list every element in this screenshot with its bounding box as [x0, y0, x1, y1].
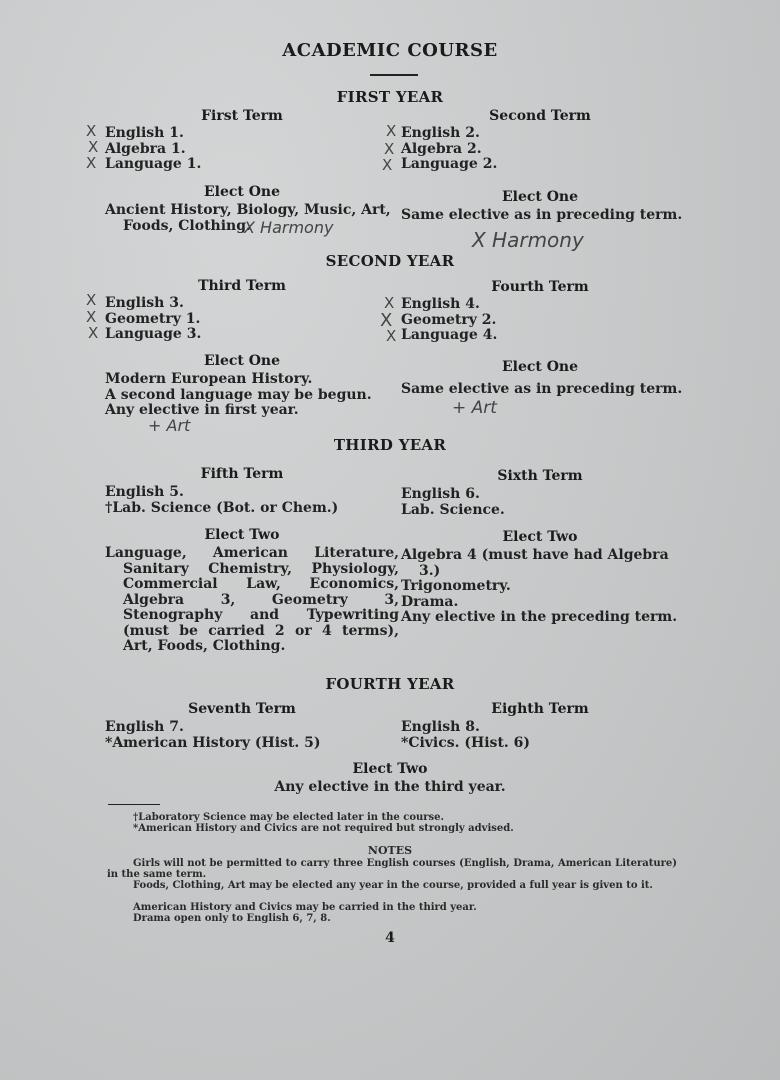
- third-term-elect-list: [105, 372, 395, 419]
- sixth-term-elect-list: [401, 548, 681, 626]
- handwritten-check-mark-6: X: [382, 156, 393, 174]
- title-divider: [370, 74, 418, 76]
- fourth-term-elect-text: Same elective as in preceding term.: [401, 381, 683, 397]
- course-item: Geometry 2.: [401, 311, 497, 328]
- note-history-civics: American History and Civics may be carried in the third year.: [133, 902, 477, 913]
- handwritten-check-mark-9: X: [88, 324, 99, 342]
- fourth-year-heading: FOURTH YEAR: [325, 675, 455, 693]
- note-foods-clothing-art: Foods, Clothing, Art may be elected any year in the course, provided a full year is given to it.: [133, 880, 653, 891]
- course-item: English 4.: [401, 296, 480, 312]
- course-item: Language 4.: [401, 327, 498, 343]
- course-item: Language 2.: [401, 156, 498, 172]
- elective-line: Drama.: [401, 593, 459, 610]
- course-item: English 3.: [105, 295, 184, 311]
- elective-line: Algebra 4 (must have had Algebra 3.): [401, 547, 669, 579]
- sixth-term-elect-heading: Elect Two: [502, 529, 578, 545]
- sixth-term-courses: [401, 487, 671, 518]
- elective-line: Any elective in the preceding term.: [401, 609, 678, 625]
- footnote-lab-science: †Laboratory Science may be elected later in the course.: [133, 812, 444, 823]
- fifth-term-heading: Fifth Term: [200, 466, 284, 482]
- first-term-courses: [105, 126, 365, 173]
- course-item: Language 3.: [105, 326, 202, 342]
- elective-line: Trigonometry.: [401, 578, 511, 594]
- course-item: English 7.: [105, 719, 184, 735]
- course-item: English 1.: [105, 125, 184, 141]
- course-item: Geometry 1.: [105, 310, 201, 327]
- course-item: *American History (Hist. 5): [105, 734, 321, 751]
- second-term-heading: Second Term: [489, 108, 591, 124]
- handwritten-note-art-2: + Art: [452, 398, 497, 418]
- footnote-divider: [108, 804, 160, 805]
- course-item: †Lab. Science (Bot. or Chem.): [105, 499, 339, 516]
- first-year-heading: FIRST YEAR: [336, 88, 444, 106]
- second-term-elect-text: Same elective as in preceding term.: [401, 207, 683, 223]
- second-term-courses: [401, 126, 671, 173]
- first-term-elect-heading: Elect One: [203, 184, 281, 200]
- fourth-year-elect-text: Any elective in the third year.: [274, 779, 506, 795]
- sixth-term-heading: Sixth Term: [497, 468, 583, 484]
- seventh-term-courses: [105, 720, 385, 751]
- handwritten-check-mark-11: X: [380, 310, 393, 331]
- eighth-term-courses: [401, 720, 671, 751]
- handwritten-check-mark-7: X: [86, 291, 97, 309]
- fifth-term-courses: [105, 485, 385, 516]
- handwritten-check-mark-4: X: [386, 122, 397, 140]
- handwritten-check-mark-8: X: [86, 308, 97, 326]
- handwritten-check-mark-2: X: [88, 138, 99, 156]
- course-item: English 2.: [401, 125, 480, 141]
- third-term-heading: Third Term: [198, 278, 286, 294]
- course-item: Algebra 1.: [105, 140, 186, 157]
- page-number: 4: [385, 930, 395, 946]
- fourth-term-elect-heading: Elect One: [501, 359, 579, 375]
- elective-line: Any elective in first year.: [105, 402, 299, 418]
- handwritten-check-mark-10: X: [384, 294, 395, 312]
- third-year-heading: THIRD YEAR: [333, 436, 447, 454]
- fifth-term-elect-heading: Elect Two: [204, 527, 280, 543]
- course-item: Algebra 2.: [401, 140, 482, 157]
- handwritten-check-mark-12: X: [386, 327, 397, 345]
- course-item: English 6.: [401, 486, 480, 502]
- handwritten-check-mark-3: X: [86, 154, 97, 172]
- note-drama: Drama open only to English 6, 7, 8.: [133, 913, 331, 924]
- course-item: Language 1.: [105, 156, 202, 172]
- notes-heading: NOTES: [367, 844, 413, 857]
- second-term-elect-heading: Elect One: [501, 189, 579, 205]
- first-term-heading: First Term: [201, 108, 283, 124]
- eighth-term-heading: Eighth Term: [491, 701, 589, 717]
- page-title: ACADEMIC COURSE: [282, 40, 498, 61]
- footnote-history-civics: *American History and Civics are not required but strongly advised.: [133, 823, 514, 834]
- handwritten-note-harmony-2: X Harmony: [472, 228, 584, 252]
- elective-line: Modern European History.: [105, 371, 313, 387]
- handwritten-note-harmony-1: X Harmony: [244, 218, 334, 237]
- third-term-elect-heading: Elect One: [203, 353, 281, 369]
- fourth-term-courses: [401, 297, 671, 344]
- third-term-courses: [105, 296, 365, 343]
- fifth-term-elect-text: Language, American Literature, Sanitary Chemistry, Physiology, Commercial Law, Economics, Algebra 3, Geometry 3, Stenography and Typewriting (must be carried 2 or 4 terms), Art, Foods, Clothing.: [105, 545, 399, 654]
- second-year-heading: SECOND YEAR: [325, 252, 455, 270]
- course-item: English 8.: [401, 719, 480, 735]
- first-term-elect-text: Ancient History, Biology, Music, Art, Foods, Clothing.: [105, 202, 391, 234]
- fourth-term-heading: Fourth Term: [491, 279, 589, 295]
- handwritten-check-mark-5: X: [384, 140, 395, 158]
- handwritten-check-mark-1: X: [86, 122, 97, 140]
- note-english-courses: Girls will not be permitted to carry three English courses (English, Drama, American Literature) in the same term.: [107, 858, 677, 880]
- handwritten-note-art-1: + Art: [148, 416, 191, 435]
- course-item: Lab. Science.: [401, 501, 505, 518]
- seventh-term-heading: Seventh Term: [188, 701, 296, 717]
- course-item: *Civics. (Hist. 6): [401, 734, 531, 751]
- fourth-year-elect-heading: Elect Two: [352, 761, 428, 777]
- elective-line: A second language may be begun.: [105, 386, 372, 403]
- course-item: English 5.: [105, 484, 184, 500]
